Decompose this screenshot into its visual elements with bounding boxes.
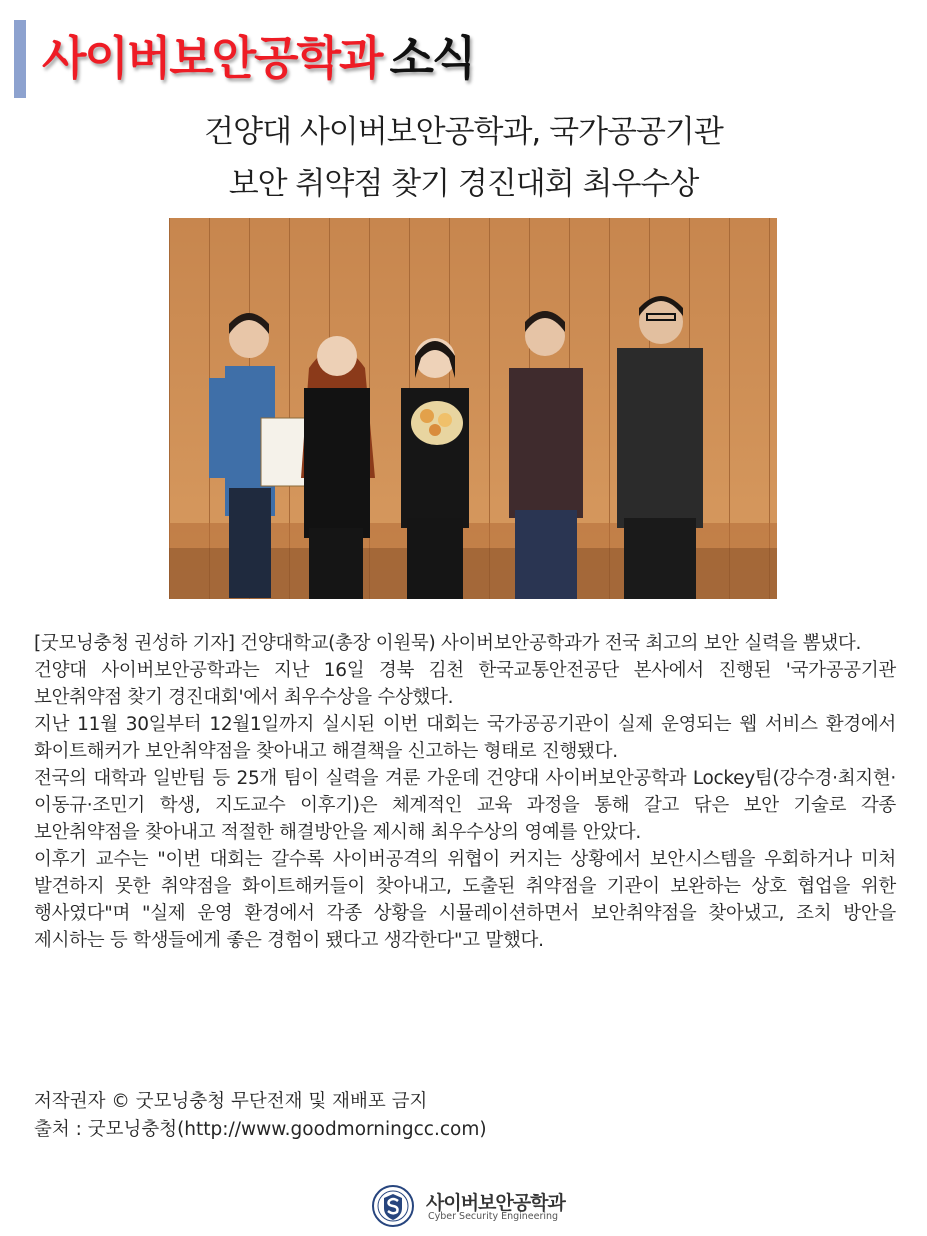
article-body [34,630,896,954]
section-title-main: 사이버보안공학과 [42,31,382,85]
article-footer [34,1088,487,1144]
article-paragraph: 이후기 교수는 "이번 대회는 갈수록 사이버공격의 위협이 커지는 상황에서 보안시스템을 우회하거나 미처 발견하지 못한 취약점을 화이트해커들이 찾아내고, 도출된 취약점을 기관이 보완하는 상호 협업을 위한 행사였다"며 "실제 운영 환경에서 각종 상황을 시뮬레이션하면서 보안취약점을 찾아냈고, 조치 방안을 제시하는 등 학생들에게 좋은 경험이 됐다고 생각한다"고 말했다. [34,849,896,951]
article-paragraph: 건양대 사이버보안공학과는 지난 16일 경북 김천 한국교통안전공단 본사에서 진행된 '국가공공기관 보안취약점 찾기 경진대회'에서 최우수상을 수상했다. [34,660,896,708]
source-credit: 출처 : 굿모닝충청(http://www.goodmorningcc.com) [34,1119,487,1140]
copyright-notice: 저작권자 © 굿모닝충청 무단전재 및 재배포 금지 [34,1091,428,1112]
section-title-suffix: 소식 [389,31,475,85]
article-paragraph: 전국의 대학과 일반팀 등 25개 팀이 실력을 겨룬 가운데 건양대 사이버보안공학과 Lockey팀(강수경·최지현·이동규·조민기 학생, 지도교수 이후기)은 체계적인 교육 과정을 통해 갈고 닦은 보안 기술로 각종 보안취약점을 찾아내고 적절한 해결방안을 제시해 최우수상의 영예를 안았다. [34,768,896,843]
article-headline [0,106,927,210]
article-paragraph: [굿모닝충청 권성하 기자] 건양대학교(총장 이원묵) 사이버보안공학과가 전국 최고의 보안 실력을 뽐냈다. [34,633,862,654]
shield-s-logo-icon [370,1184,416,1228]
logo-name: 사이버보안공학과 [426,1192,565,1214]
section-title [42,22,474,88]
headline-line-1: 건양대 사이버보안공학과, 국가공공기관 [204,114,723,150]
header-accent-bar [14,20,26,98]
article-paragraph: 지난 11월 30일부터 12월1일까지 실시된 이번 대회는 국가공공기관이 실제 운영되는 웹 서비스 환경에서 화이트해커가 보안취약점을 찾아내고 해결책을 신고하는 형태로 진행됐다. [34,714,896,762]
section-header [14,14,634,98]
headline-line-2: 보안 취약점 찾기 경진대회 최우수상 [228,166,699,202]
department-logo [370,1184,570,1228]
logo-subtitle: Cyber Security Engineering [428,1211,559,1222]
award-photo [169,218,777,599]
